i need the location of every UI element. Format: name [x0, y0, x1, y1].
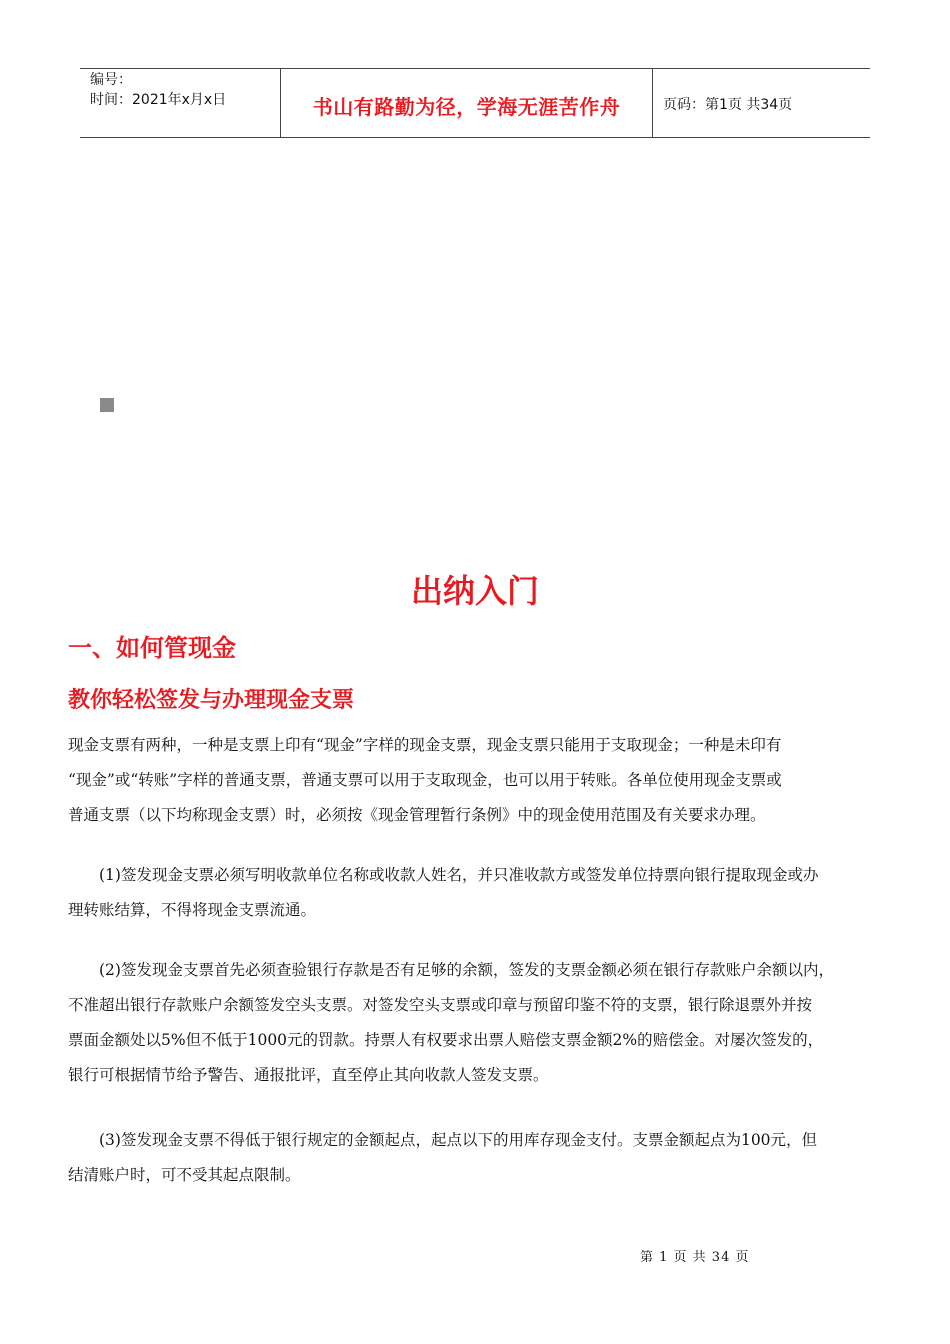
paragraph-line: “现金”或“转账”字样的普通支票，普通支票可以用于支取现金，也可以用于转账。各单位使用现金支票或: [68, 771, 782, 789]
paragraph-line: (2)签发现金支票首先必须查验银行存款是否有足够的余额，签发的支票金额必须在银行存款账户余额以内，: [68, 961, 834, 979]
header-motto: 书山有路勤为径，学海无涯苦作舟: [312, 95, 621, 119]
paragraph-rule-1: [68, 858, 884, 928]
header-page-info: 页码：第1页 共34页: [663, 97, 793, 113]
document-title: 出纳入门: [410, 572, 539, 610]
paragraph-line: 票面金额处以5%但不低于1000元的罚款。持票人有权要求出票人赔偿支票金额2%的赔偿金。对屡次签发的，: [68, 1031, 824, 1049]
paragraph-line: 结清账户时，可不受其起点限制。: [68, 1166, 301, 1184]
document-time-label: 时间：2021年x月x日: [90, 92, 227, 108]
paragraph-line: 不准超出银行存款账户余额签发空头支票。对签发空头支票或印章与预留印鉴不符的支票，银行除退票外并按: [68, 996, 813, 1014]
paragraph-rule-3: [68, 1123, 884, 1193]
section-heading: 一、如何管现金: [68, 634, 236, 662]
square-bullet-icon: [100, 398, 114, 412]
subsection-heading: 教你轻松签发与办理现金支票: [68, 688, 355, 713]
paragraph-line: (3)签发现金支票不得低于银行规定的金额起点，起点以下的用库存现金支付。支票金额起点为100元，但: [68, 1131, 818, 1149]
paragraph-line: 理转账结算，不得将现金支票流通。: [68, 901, 317, 919]
paragraph-intro: [68, 728, 884, 833]
page-footer: 第 1 页 共 34 页: [640, 1250, 750, 1265]
header-page-cell: [653, 69, 870, 137]
header-meta-cell: [80, 69, 281, 137]
paragraph-line: 银行可根据情节给予警告、通报批评，直至停止其向收款人签发支票。: [68, 1066, 549, 1084]
page-header: [80, 68, 870, 138]
paragraph-line: 现金支票有两种，一种是支票上印有“现金”字样的现金支票，现金支票只能用于支取现金；一种是未印有: [68, 736, 782, 754]
paragraph-rule-2: [68, 953, 884, 1093]
paragraph-line: (1)签发现金支票必须写明收款单位名称或收款人姓名，并只准收款方或签发单位持票向银行提取现金或办: [68, 866, 819, 884]
document-number-label: 编号：: [90, 72, 132, 88]
paragraph-line: 普通支票（以下均称现金支票）时，必须按《现金管理暂行条例》中的现金使用范围及有关要求办理。: [68, 806, 766, 824]
header-motto-cell: [281, 69, 653, 137]
